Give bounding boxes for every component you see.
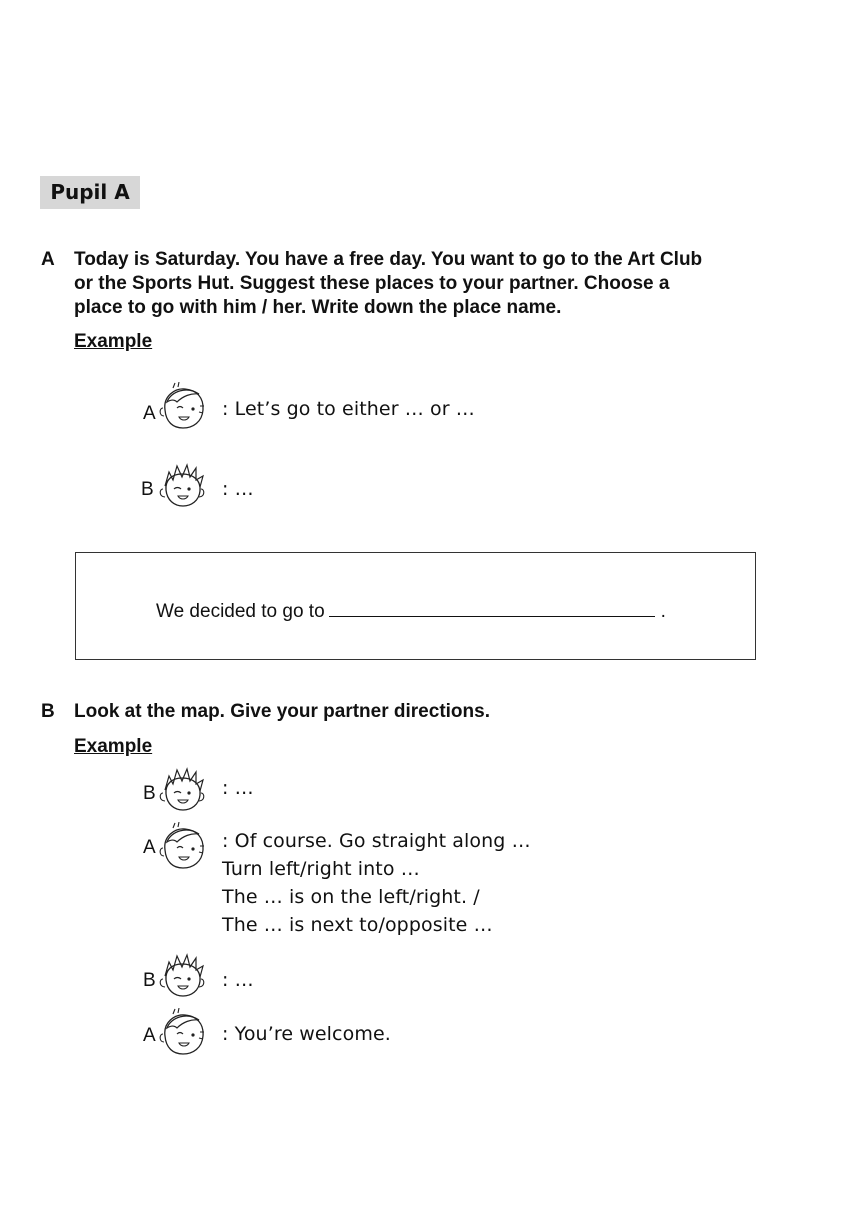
speaker-label: B <box>143 783 156 804</box>
section-a-instruction <box>74 248 764 320</box>
speaker-label: B <box>141 479 154 500</box>
dialog-line: : … <box>222 777 254 799</box>
boy-face-icon <box>157 822 207 870</box>
instruction-line: Today is Saturday. You have a free day. You want to go to the Art Club <box>74 249 703 270</box>
dialog-line: : Of course. Go straight along … <box>222 830 531 852</box>
spiky-hair-boy-icon <box>157 766 207 814</box>
dialog-line: : You’re welcome. <box>222 1023 391 1045</box>
pupil-label: Pupil A <box>40 176 140 209</box>
section-b-instruction: Look at the map. Give your partner directions. <box>74 701 490 722</box>
answer-prefix: We decided to go to <box>156 601 325 622</box>
spiky-hair-boy-icon <box>157 952 207 1000</box>
speaker-label: A <box>143 1025 156 1046</box>
answer-suffix: . <box>660 601 666 622</box>
dialog-line: Turn left/right into … <box>222 858 420 880</box>
section-a-example-label: Example <box>74 331 153 352</box>
section-a-letter: A <box>41 249 55 270</box>
dialog-line: : … <box>222 969 254 991</box>
section-b-letter: B <box>41 701 55 722</box>
answer-sentence <box>156 600 666 623</box>
dialog-line: : … <box>222 478 254 500</box>
dialog-block <box>222 827 531 939</box>
boy-face-icon <box>157 382 207 430</box>
speaker-label: A <box>143 403 156 424</box>
dialog-line: The … is next to/opposite … <box>222 914 493 936</box>
boy-face-icon <box>157 1008 207 1056</box>
dialog-line: The … is on the left/right. / <box>222 886 480 908</box>
spiky-hair-boy-icon <box>157 462 207 510</box>
instruction-line: place to go with him / her. Write down the place name. <box>74 297 562 318</box>
speaker-label: A <box>143 837 156 858</box>
instruction-line: or the Sports Hut. Suggest these places to your partner. Choose a <box>74 273 670 294</box>
answer-blank[interactable] <box>329 600 655 617</box>
section-b-example-label: Example <box>74 736 153 757</box>
dialog-line: : Let’s go to either … or … <box>222 398 475 420</box>
speaker-label: B <box>143 970 156 991</box>
